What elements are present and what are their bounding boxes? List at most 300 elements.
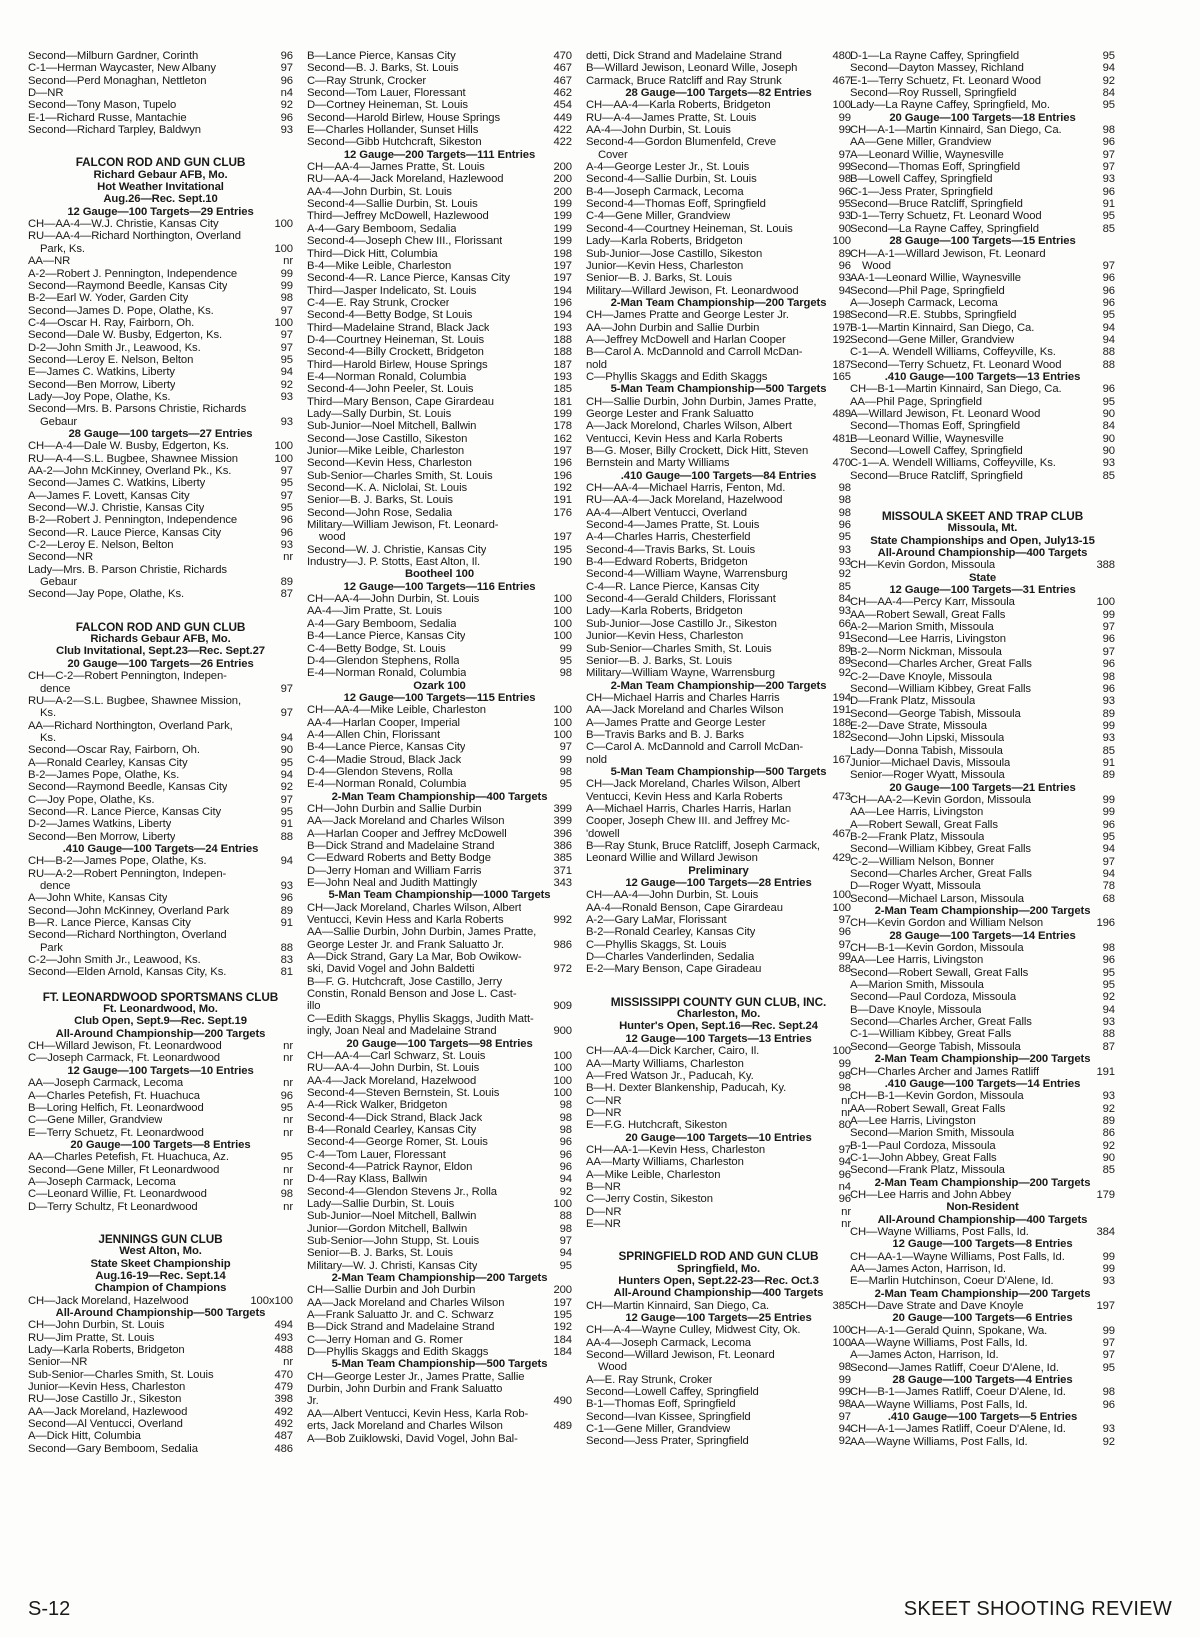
score: nr bbox=[283, 551, 293, 564]
club-heading: SPRINGFIELD ROD AND GUN CLUB bbox=[618, 1250, 819, 1263]
score: 100 bbox=[274, 242, 293, 255]
result-text: C-2—John Smith Jr., Leawood, Ks. bbox=[28, 954, 201, 967]
score: 90 bbox=[1102, 432, 1115, 445]
result-line bbox=[850, 186, 1115, 198]
score: 95 bbox=[280, 1101, 293, 1114]
result-line bbox=[850, 1152, 1115, 1164]
score: 99 bbox=[280, 267, 293, 280]
result-line bbox=[307, 408, 572, 420]
result-line bbox=[307, 531, 572, 543]
score: 100 bbox=[553, 630, 572, 643]
result-text: Third—Jeffrey McDowell, Hazlewood bbox=[307, 210, 489, 223]
score: 194 bbox=[832, 691, 851, 704]
score: 97 bbox=[838, 938, 851, 951]
result-text: Senior—B. J. Barks, St. Louis bbox=[586, 654, 732, 667]
score: 480 bbox=[832, 50, 851, 62]
score: 85 bbox=[1102, 1164, 1115, 1177]
score: 493 bbox=[274, 1331, 293, 1344]
result-line bbox=[307, 976, 572, 988]
event-heading: 5-Man Team Championship—1000 Targets bbox=[328, 889, 551, 902]
result-line bbox=[850, 745, 1115, 757]
result-line bbox=[850, 248, 1115, 260]
event-heading: 12 Gauge—100 Targets—25 Entries bbox=[625, 1312, 812, 1325]
result-text: Second—K. A. Niclolai, St. Louis bbox=[307, 482, 468, 495]
club-heading: FT. LEONARDWOOD SPORTSMANS CLUB bbox=[42, 990, 279, 1004]
score: 92 bbox=[1102, 1139, 1115, 1152]
result-text: Jr. bbox=[307, 1395, 319, 1408]
score: 98 bbox=[559, 1111, 572, 1124]
result-text: Second-4—Betty Bodge, St Louis bbox=[307, 309, 473, 322]
score: 96 bbox=[1102, 954, 1115, 967]
result-text: Second—Marion Smith, Missoula bbox=[850, 1127, 1015, 1140]
score: 95 bbox=[1102, 979, 1115, 992]
result-text: A-4—Allen Chin, Florissant bbox=[307, 728, 441, 741]
result-text: B—Dave Knoyle, Missoula bbox=[850, 1003, 982, 1016]
result-line bbox=[850, 769, 1115, 781]
result-text: B—Leonard Willie, Waynesville bbox=[850, 432, 1004, 445]
result-text: B—Carol A. McDannold and Carroll McDan- bbox=[586, 346, 803, 359]
event-heading: Charleston, Mo. bbox=[676, 1008, 761, 1021]
event-heading: All-Around Championship—400 Targets bbox=[613, 1287, 824, 1300]
result-text: Second—Milburn Gardner, Corinth bbox=[28, 50, 199, 62]
result-line bbox=[850, 1189, 1115, 1201]
result-text: CH—A-1—Gerald Quinn, Spokane, Wa. bbox=[850, 1324, 1048, 1337]
result-text: B—R. Lance Pierce, Kansas City bbox=[28, 917, 191, 930]
score: 200 bbox=[553, 173, 572, 186]
result-text: E—Marlin Hutchinson, Coeur D'Alene, Id. bbox=[850, 1275, 1054, 1288]
result-text: D—Jerry Homan and William Farris bbox=[307, 864, 482, 877]
event-heading: 28 Gauge—100 Targets—82 Entries bbox=[625, 87, 812, 100]
result-line bbox=[28, 87, 293, 99]
score: 91 bbox=[280, 818, 293, 831]
result-text: Second—Gene Miller, Grandview bbox=[850, 333, 1015, 346]
result-text: AA-4—Jim Pratte, St. Louis bbox=[307, 605, 442, 618]
result-line bbox=[307, 1124, 572, 1136]
result-line bbox=[28, 440, 293, 452]
score: 454 bbox=[553, 99, 572, 112]
result-line bbox=[28, 868, 293, 880]
result-line bbox=[850, 954, 1115, 966]
result-line bbox=[28, 1164, 293, 1176]
result-text: Second—James Ratliff, Coeur D'Alene, Id. bbox=[850, 1361, 1059, 1374]
result-line bbox=[28, 99, 293, 111]
result-line bbox=[28, 954, 293, 966]
event-heading: All-Around Championship—400 Targets bbox=[877, 547, 1088, 560]
result-line bbox=[586, 309, 851, 321]
result-text: Second—John Rose, Sedalia bbox=[307, 506, 453, 519]
score: 487 bbox=[274, 1430, 293, 1443]
result-text: wood bbox=[319, 531, 346, 544]
score: 92 bbox=[280, 781, 293, 794]
result-text: B-2—James Pope, Olathe, Ks. bbox=[28, 768, 180, 781]
score: 83 bbox=[280, 954, 293, 967]
score: 92 bbox=[838, 1435, 851, 1448]
result-text: Lady—La Rayne Caffey, Springfield, Mo. bbox=[850, 99, 1050, 112]
result-line bbox=[307, 902, 572, 914]
result-text: CH—A-4—Wayne Culley, Midwest City, Ok. bbox=[586, 1324, 801, 1337]
result-text: Second—William Kibbey, Great Falls bbox=[850, 843, 1031, 856]
result-line bbox=[850, 334, 1115, 346]
result-text: C—NR bbox=[586, 1094, 622, 1107]
score: 343 bbox=[553, 877, 572, 890]
result-line bbox=[850, 136, 1115, 148]
result-text: Junior—Kevin Hess, Charleston bbox=[28, 1381, 186, 1394]
result-text: A—Dick Hitt, Columbia bbox=[28, 1430, 141, 1443]
score: 384 bbox=[1096, 1225, 1115, 1238]
result-line bbox=[307, 50, 572, 62]
result-line bbox=[28, 1188, 293, 1200]
result-line bbox=[586, 926, 851, 938]
column-4 bbox=[850, 50, 1115, 1448]
result-line bbox=[307, 75, 572, 87]
score: 185 bbox=[553, 383, 572, 396]
result-line bbox=[28, 1443, 293, 1455]
result-text: Second-4—Steven Bernstein, St. Louis bbox=[307, 1086, 500, 1099]
score: 93 bbox=[1102, 173, 1115, 186]
result-text: Second—Jess Prater, Springfield bbox=[586, 1435, 749, 1448]
result-line bbox=[307, 630, 572, 642]
score: 481 bbox=[832, 432, 851, 445]
score: 94 bbox=[280, 731, 293, 744]
result-text: RU—Jim Pratte, St. Louis bbox=[28, 1331, 155, 1344]
result-text: Second—John Lipski, Missoula bbox=[850, 732, 1005, 745]
result-text: CH—AA-4—Mike Leible, Charleston bbox=[307, 704, 486, 717]
result-line bbox=[307, 334, 572, 346]
result-line bbox=[307, 1284, 572, 1296]
score: 100 bbox=[832, 1324, 851, 1337]
result-line bbox=[307, 272, 572, 284]
result-text: Second—Bruce Ratcliff, Springfield bbox=[850, 198, 1023, 211]
result-text: A—Charles Petefish, Ft. Huachuca bbox=[28, 1089, 200, 1102]
score: 100 bbox=[553, 1086, 572, 1099]
result-text: AA—Jack Moreland and Charles Wilson bbox=[586, 704, 784, 717]
result-text: C—Edward Roberts and Betty Bodge bbox=[307, 852, 491, 865]
result-text: A-4—Gary Bemboom, Sedalia bbox=[307, 617, 457, 630]
event-heading: All-Around Championship—500 Targets bbox=[55, 1307, 266, 1319]
score: 97 bbox=[280, 341, 293, 354]
event-heading: 5-Man Team Championship—500 Targets bbox=[331, 1358, 548, 1371]
result-text: A-2—Gary LaMar, Florissant bbox=[586, 914, 727, 927]
event-heading: All-Around Championship—200 Targets bbox=[55, 1027, 266, 1040]
result-text: AA-4—John Durbin, St. Louis bbox=[586, 124, 731, 137]
result-text: CH—John Durbin and Sallie Durbin bbox=[307, 802, 482, 815]
score: 99 bbox=[280, 279, 293, 292]
result-line bbox=[307, 519, 572, 531]
result-line bbox=[307, 778, 572, 790]
score: 385 bbox=[553, 852, 572, 865]
result-text: A—Joseph Carmack, Lecoma bbox=[850, 296, 998, 309]
result-text: CH—AA-4—Karla Roberts, Bridgeton bbox=[586, 99, 771, 112]
result-line bbox=[850, 223, 1115, 235]
score: 89 bbox=[1102, 769, 1115, 782]
result-line bbox=[28, 744, 293, 756]
result-line bbox=[586, 939, 851, 951]
score: 95 bbox=[280, 477, 293, 490]
score: nr bbox=[283, 1040, 293, 1053]
result-text: C-1—A. Wendell Williams, Coffeyville, Ks. bbox=[850, 346, 1056, 359]
result-text: A—James Pratte and George Lester bbox=[586, 716, 766, 729]
result-text: B-1—Thomas Eoff, Springfield bbox=[586, 1398, 736, 1411]
result-text: RU—Jose Castillo Jr., Sikeston bbox=[28, 1393, 182, 1406]
score: 196 bbox=[553, 296, 572, 309]
result-line bbox=[586, 568, 851, 580]
result-text: Junior—Michael Davis, Missoula bbox=[850, 756, 1011, 769]
score: 97 bbox=[559, 1235, 572, 1247]
club-heading: MISSISSIPPI COUNTY GUN CLUB, INC. bbox=[610, 995, 827, 1009]
score: 197 bbox=[553, 531, 572, 544]
score: 93 bbox=[838, 556, 851, 569]
result-line bbox=[850, 1275, 1115, 1287]
score: 89 bbox=[1102, 1114, 1115, 1127]
score: 398 bbox=[274, 1393, 293, 1406]
result-text: CH—Dave Strate and Dave Knoyle bbox=[850, 1300, 1024, 1313]
score: 90 bbox=[1102, 1151, 1115, 1164]
result-text: Second—Phil Page, Springfield bbox=[850, 284, 1005, 297]
result-text: Second—George Tabish, Missoula bbox=[850, 707, 1021, 720]
result-line bbox=[850, 695, 1115, 707]
score: 98 bbox=[559, 1099, 572, 1112]
result-line bbox=[307, 643, 572, 655]
result-line bbox=[850, 1423, 1115, 1435]
result-line bbox=[850, 979, 1115, 991]
result-line bbox=[28, 588, 293, 600]
result-text: A-2—Robert J. Pennington, Independence bbox=[28, 267, 238, 280]
result-line bbox=[850, 210, 1115, 222]
score: 95 bbox=[1102, 830, 1115, 843]
score: 100 bbox=[553, 1074, 572, 1087]
score: 95 bbox=[1102, 210, 1115, 223]
event-heading: Non-Resident bbox=[946, 1201, 1019, 1214]
result-line bbox=[850, 87, 1115, 99]
event-heading: 20 Gauge—100 Targets—6 Entries bbox=[892, 1312, 1073, 1325]
result-line bbox=[586, 778, 851, 790]
score: 488 bbox=[274, 1344, 293, 1357]
result-line bbox=[307, 704, 572, 716]
result-line bbox=[850, 1028, 1115, 1040]
score: 80 bbox=[838, 1119, 851, 1132]
score: 96 bbox=[1102, 658, 1115, 671]
result-text: CH—AA-4—Michael Harris, Fenton, Md. bbox=[586, 482, 786, 495]
result-line bbox=[850, 62, 1115, 74]
result-line bbox=[28, 831, 293, 843]
score: nr bbox=[283, 1126, 293, 1139]
result-line bbox=[28, 1114, 293, 1126]
score: 182 bbox=[832, 728, 851, 741]
score: 100 bbox=[553, 1049, 572, 1062]
result-text: Second—Lee Harris, Livingston bbox=[850, 633, 1006, 646]
score: 98 bbox=[838, 1361, 851, 1374]
event-heading: Aug.16-19—Rec. Sept.14 bbox=[95, 1269, 226, 1282]
result-line bbox=[307, 1013, 572, 1025]
result-text: dence bbox=[40, 682, 71, 695]
result-line bbox=[307, 62, 572, 74]
result-line bbox=[307, 1025, 572, 1037]
result-text: Lady—Mrs. B. Parson Christie, Richards bbox=[28, 563, 227, 576]
column-2 bbox=[307, 50, 572, 1445]
result-line bbox=[28, 317, 293, 329]
result-line bbox=[586, 161, 851, 173]
result-line bbox=[28, 112, 293, 124]
result-text: AA-4—Joseph Carmack, Lecoma bbox=[586, 1336, 751, 1349]
score: 188 bbox=[553, 346, 572, 359]
result-line bbox=[28, 1344, 293, 1356]
result-text: Lady—Karla Roberts, Bridgeton bbox=[586, 605, 743, 618]
result-text: Cover bbox=[598, 148, 628, 161]
result-text: George Lester Jr. and Frank Saluatto Jr. bbox=[307, 938, 504, 951]
result-line bbox=[307, 112, 572, 124]
result-line bbox=[586, 531, 851, 543]
result-text: A—James F. Lovett, Kansas City bbox=[28, 489, 190, 502]
result-text: D—Charles Vanderlinden, Sedalia bbox=[586, 951, 755, 964]
score: 199 bbox=[553, 235, 572, 248]
result-text: Junior—Mike Leible, Charleston bbox=[307, 445, 465, 457]
score: 95 bbox=[280, 1151, 293, 1164]
spacer bbox=[28, 601, 293, 609]
result-line bbox=[307, 297, 572, 309]
result-line bbox=[586, 272, 851, 284]
result-line bbox=[307, 87, 572, 99]
score: 470 bbox=[832, 457, 851, 470]
score: 98 bbox=[559, 667, 572, 680]
score: 89 bbox=[838, 247, 851, 260]
result-line bbox=[586, 1082, 851, 1094]
result-text: Second—Frank Platz, Missoula bbox=[850, 1164, 1005, 1177]
result-line bbox=[850, 1004, 1115, 1016]
result-text: Sub-Junior—Noel Mitchell, Ballwin bbox=[307, 420, 477, 433]
result-text: CH—A-1—Martin Kinnaird, San Diego, Ca. bbox=[850, 124, 1062, 137]
result-text: A—Michael Harris, Charles Harris, Harlan bbox=[586, 802, 792, 815]
event-heading: 2-Man Team Championship—200 Targets bbox=[610, 296, 827, 309]
result-text: D—Cortney Heineman, St. Louis bbox=[307, 99, 468, 112]
score: 96 bbox=[1102, 296, 1115, 309]
result-line bbox=[586, 507, 851, 519]
result-text: Second-4—Patrick Raynor, Eldon bbox=[307, 1160, 473, 1173]
result-line bbox=[586, 1435, 851, 1447]
result-line bbox=[307, 1433, 572, 1445]
result-text: A—John White, Kansas City bbox=[28, 892, 168, 905]
result-line bbox=[28, 465, 293, 477]
score: 94 bbox=[559, 1173, 572, 1186]
score: 94 bbox=[1102, 62, 1115, 75]
score: 90 bbox=[1102, 407, 1115, 420]
result-text: C-4—Madie Stroud, Black Jack bbox=[307, 753, 462, 766]
score: 99 bbox=[838, 124, 851, 137]
score: 95 bbox=[559, 778, 572, 791]
result-text: AA-4—Albert Ventucci, Overland bbox=[586, 506, 747, 519]
score: 100 bbox=[553, 704, 572, 717]
result-line bbox=[28, 342, 293, 354]
spacer bbox=[586, 976, 851, 984]
result-line bbox=[586, 519, 851, 531]
result-line bbox=[307, 1136, 572, 1148]
result-text: B—F. G. Hutchcraft, Jose Castillo, Jerry bbox=[307, 975, 503, 988]
result-line bbox=[850, 1127, 1115, 1139]
result-text: D-4—Glendon Stephens, Rolla bbox=[307, 654, 460, 667]
result-line bbox=[850, 1164, 1115, 1176]
result-text: AA—Wayne Williams, Post Falls, Id. bbox=[850, 1398, 1028, 1411]
result-line bbox=[28, 255, 293, 267]
result-text: Second—B. J. Barks, St. Louis bbox=[307, 62, 459, 75]
score: 100 bbox=[274, 440, 293, 453]
score: 190 bbox=[553, 556, 572, 569]
result-text: A—Ronald Cearley, Kansas City bbox=[28, 756, 188, 769]
result-line bbox=[850, 683, 1115, 695]
result-text: Lady—Sally Durbin, St. Louis bbox=[307, 407, 452, 420]
score: 490 bbox=[553, 1395, 572, 1408]
result-text: AA—NR bbox=[28, 255, 71, 268]
result-line bbox=[307, 914, 572, 926]
result-line bbox=[307, 136, 572, 148]
result-line bbox=[850, 868, 1115, 880]
result-text: A-4—George Lester Jr., St. Louis bbox=[586, 161, 750, 174]
result-text: Lady—Karla Roberts, Bridgeton bbox=[586, 235, 743, 248]
score: 192 bbox=[553, 1321, 572, 1334]
result-text: AA—Lee Harris, Livingston bbox=[850, 806, 984, 819]
score: 986 bbox=[553, 938, 572, 951]
spacer bbox=[28, 136, 293, 144]
score: 88 bbox=[1102, 346, 1115, 359]
result-line bbox=[307, 1112, 572, 1124]
result-text: AA—Phil Page, Springfield bbox=[850, 395, 982, 408]
result-line bbox=[850, 1066, 1115, 1078]
score: 96 bbox=[280, 50, 293, 62]
result-line bbox=[307, 766, 572, 778]
result-text: Second—William Kibbey, Great Falls bbox=[850, 682, 1031, 695]
result-line bbox=[586, 1324, 851, 1336]
score: 494 bbox=[274, 1319, 293, 1332]
spacer bbox=[850, 482, 1115, 490]
score: 100 bbox=[274, 316, 293, 329]
result-text: D—Terry Schultz, Ft Leonardwood bbox=[28, 1200, 198, 1213]
result-line bbox=[586, 433, 851, 445]
result-line bbox=[28, 1052, 293, 1064]
score: 98 bbox=[1102, 942, 1115, 955]
result-text: Second-4—Gordon Blumenfeld, Creve bbox=[586, 136, 777, 149]
result-line bbox=[307, 1173, 572, 1185]
result-text: Second—Oscar Ray, Fairborn, Oh. bbox=[28, 744, 200, 757]
score: 92 bbox=[1102, 74, 1115, 87]
result-line bbox=[307, 951, 572, 963]
score: 93 bbox=[1102, 1090, 1115, 1103]
score: 489 bbox=[832, 407, 851, 420]
result-line bbox=[586, 840, 851, 852]
score: nr bbox=[283, 255, 293, 268]
result-line bbox=[850, 420, 1115, 432]
score: nr bbox=[283, 1114, 293, 1127]
result-text: RU—A-2—Robert Pennington, Indepen- bbox=[28, 867, 227, 880]
result-text: C-4—E. Ray Strunk, Crocker bbox=[307, 296, 450, 309]
score: 199 bbox=[553, 222, 572, 235]
result-text: CH—A-1—James Ratliff, Coeur D'Alene, Id. bbox=[850, 1423, 1066, 1436]
result-line bbox=[28, 794, 293, 806]
result-text: Second—Elden Arnold, Kansas City, Ks. bbox=[28, 966, 227, 979]
result-line bbox=[850, 1226, 1115, 1238]
result-text: Gebaur bbox=[40, 415, 78, 428]
score: 68 bbox=[1102, 892, 1115, 905]
event-heading: 28 Gauge—100 Targets—15 Entries bbox=[889, 235, 1076, 248]
result-line bbox=[28, 366, 293, 378]
result-text: Second—James D. Pope, Olathe, Ks. bbox=[28, 304, 214, 317]
result-text: Second—Thomas Eoff, Springfield bbox=[850, 161, 1021, 174]
result-line bbox=[307, 556, 572, 568]
result-line bbox=[586, 630, 851, 642]
score: 97 bbox=[280, 62, 293, 75]
result-line bbox=[850, 646, 1115, 658]
score: 94 bbox=[1102, 333, 1115, 346]
result-line bbox=[586, 643, 851, 655]
result-line bbox=[28, 75, 293, 87]
score: 91 bbox=[1102, 756, 1115, 769]
